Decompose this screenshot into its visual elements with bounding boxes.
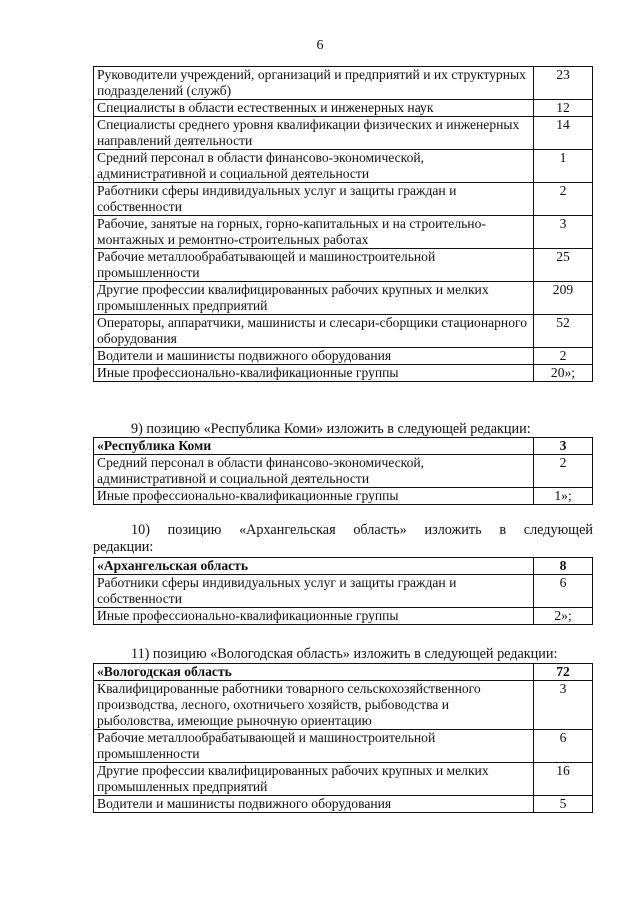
occupation-group-count: 12: [534, 100, 593, 117]
page-number: 6: [316, 38, 324, 53]
paragraph-item-9: 9) позицию «Республика Коми» изложить в следующей редакции:: [131, 421, 531, 437]
table-row: [94, 608, 593, 625]
occupation-group-count: 2»;: [534, 608, 593, 625]
occupation-group-label: Специалисты в области естественных и инженерных наук: [94, 100, 534, 117]
table-row: [94, 796, 593, 813]
paragraph-item-10-line2: редакции:: [93, 539, 154, 555]
table-row: [94, 488, 593, 505]
table-header-row: [94, 438, 593, 455]
occupation-group-count: 23: [534, 67, 593, 100]
occupation-group-label: Иные профессионально-квалификационные группы: [94, 608, 534, 625]
paragraph-item-11: 11) позицию «Вологодская область» изложить в следующей редакции:: [131, 646, 558, 662]
occupation-group-count: 20»;: [534, 365, 593, 382]
table-row: [94, 100, 593, 117]
table-row: [94, 315, 593, 348]
table-row: [94, 150, 593, 183]
table-row: [94, 681, 593, 730]
occupation-group-label: Водители и машинисты подвижного оборудования: [94, 348, 534, 365]
table-row: [94, 455, 593, 488]
occupation-group-label: Работники сферы индивидуальных услуг и защиты граждан и собственности: [94, 575, 534, 608]
occupation-group-label: Водители и машинисты подвижного оборудования: [94, 796, 534, 813]
occupation-group-count: 52: [534, 315, 593, 348]
occupation-group-label: Операторы, аппаратчики, машинисты и слесари-сборщики стационарного оборудования: [94, 315, 534, 348]
table-row: [94, 216, 593, 249]
region-total: 8: [534, 558, 593, 575]
occupation-group-label: Работники сферы индивидуальных услуг и защиты граждан и собственности: [94, 183, 534, 216]
table-row: [94, 67, 593, 100]
occupation-group-label: Иные профессионально-квалификационные группы: [94, 488, 534, 505]
occupation-group-label: Средний персонал в области финансово-экономической, административной и социальной деятельности: [94, 455, 534, 488]
table-row: [94, 249, 593, 282]
table-row: [94, 365, 593, 382]
occupation-group-count: 2: [534, 348, 593, 365]
occupation-group-count: 1»;: [534, 488, 593, 505]
region-name: «Архангельская область: [94, 558, 534, 575]
region-name: «Республика Коми: [94, 438, 534, 455]
occupation-group-label: Рабочие металлообрабатывающей и машиностроительной промышленности: [94, 730, 534, 763]
occupation-group-count: 3: [534, 681, 593, 730]
occupation-group-label: Другие профессии квалифицированных рабочих крупных и мелких промышленных предприятий: [94, 763, 534, 796]
table-header-row: [94, 664, 593, 681]
table-arkhangelsk-region: [93, 557, 593, 625]
table-komi-republic: [93, 437, 593, 505]
region-total: 72: [534, 664, 593, 681]
table-row: [94, 763, 593, 796]
table-row: [94, 730, 593, 763]
table-occupation-groups-continued: [93, 66, 593, 382]
occupation-group-count: 2: [534, 183, 593, 216]
occupation-group-label: Рабочие, занятые на горных, горно-капитальных и на строительно-монтажных и ремонтно-строительных работах: [94, 216, 534, 249]
table-row: [94, 348, 593, 365]
occupation-group-label: Квалифицированные работники товарного сельскохозяйственного производства, лесного, охотничьего хозяйств, рыбоводства и рыболовства, имеющие рыночную ориентацию: [94, 681, 534, 730]
table-row: [94, 117, 593, 150]
table-row: [94, 282, 593, 315]
table-row: [94, 183, 593, 216]
region-total: 3: [534, 438, 593, 455]
occupation-group-count: 2: [534, 455, 593, 488]
table-row: [94, 575, 593, 608]
table-vologda-region: [93, 663, 593, 813]
occupation-group-label: Средний персонал в области финансово-экономической, административной и социальной деятельности: [94, 150, 534, 183]
occupation-group-label: Другие профессии квалифицированных рабочих крупных и мелких промышленных предприятий: [94, 282, 534, 315]
occupation-group-count: 25: [534, 249, 593, 282]
region-name: «Вологодская область: [94, 664, 534, 681]
occupation-group-count: 5: [534, 796, 593, 813]
table-header-row: [94, 558, 593, 575]
occupation-group-count: 3: [534, 216, 593, 249]
occupation-group-count: 6: [534, 730, 593, 763]
paragraph-item-10-line1: 10) позицию «Архангельская область» изложить в следующей: [131, 522, 593, 538]
occupation-group-count: 14: [534, 117, 593, 150]
occupation-group-count: 209: [534, 282, 593, 315]
occupation-group-label: Рабочие металлообрабатывающей и машиностроительной промышленности: [94, 249, 534, 282]
occupation-group-label: Иные профессионально-квалификационные группы: [94, 365, 534, 382]
occupation-group-label: Руководители учреждений, организаций и предприятий и их структурных подразделений (служб): [94, 67, 534, 100]
occupation-group-label: Специалисты среднего уровня квалификации физических и инженерных направлений деятельности: [94, 117, 534, 150]
occupation-group-count: 6: [534, 575, 593, 608]
occupation-group-count: 1: [534, 150, 593, 183]
occupation-group-count: 16: [534, 763, 593, 796]
